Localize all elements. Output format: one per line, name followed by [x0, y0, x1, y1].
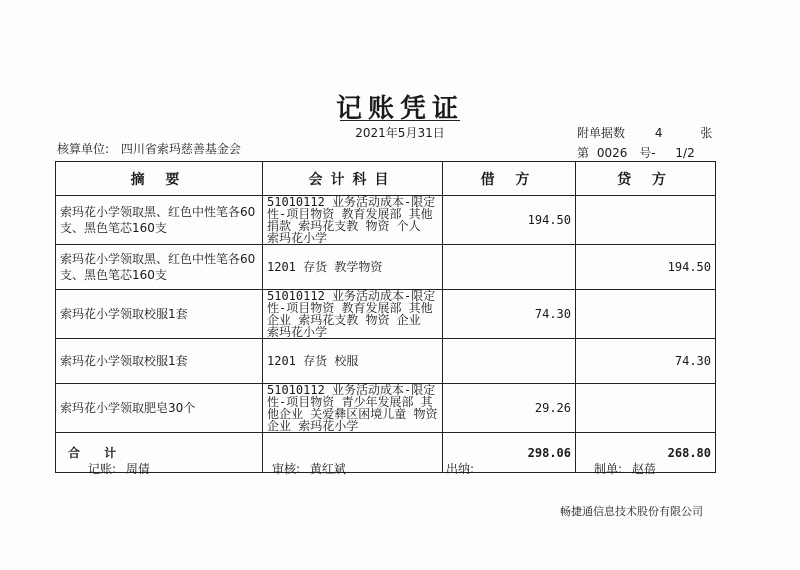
voucher-number	[577, 144, 695, 161]
row-subject: 1201 存货 教学物资	[263, 245, 443, 290]
table-row	[56, 339, 716, 384]
bookkeeper-label: 记账:	[88, 462, 117, 476]
header-subject: 会计科目	[263, 162, 443, 196]
voucher-table	[55, 161, 716, 473]
row-debit: 29.26	[443, 384, 576, 433]
row-subject: 51010112 业务活动成本-限定性-项目物资 教育发展部 其他捐款 索玛花支教 物资 个人 索玛花小学	[263, 196, 443, 245]
table-row	[56, 384, 716, 433]
header-credit: 贷 方	[576, 162, 716, 196]
row-debit: 74.30	[443, 290, 576, 339]
number-value: 0026	[596, 146, 628, 160]
company-name: 畅捷通信息技术股份有限公司	[560, 505, 703, 518]
header-summary: 摘 要	[56, 162, 263, 196]
total-debit: 298.06	[443, 433, 576, 473]
attachments-count: 4	[654, 126, 663, 140]
row-credit	[576, 290, 716, 339]
voucher-date: 2021年5月31日	[355, 126, 445, 140]
row-subject: 1201 存货 校服	[263, 339, 443, 384]
total-label: 合 计	[56, 433, 263, 473]
row-debit: 194.50	[443, 196, 576, 245]
row-debit	[443, 245, 576, 290]
row-summary: 索玛花小学领取校服1套	[56, 290, 263, 339]
voucher-title: 记账凭证	[335, 94, 464, 124]
row-credit: 74.30	[576, 339, 716, 384]
attachments-unit: 张	[700, 126, 713, 140]
row-summary: 索玛花小学领取校服1套	[56, 339, 263, 384]
row-subject: 51010112 业务活动成本-限定性-项目物资 青少年发展部 其他企业 关爱彝区困境儿童 物资 企业 索玛花小学	[263, 384, 443, 433]
bookkeeper-signature	[88, 460, 150, 477]
attachments-info	[577, 124, 712, 141]
reviewer-name: 黄红斌	[309, 462, 346, 476]
unit-name: 四川省索玛慈善基金会	[120, 142, 241, 156]
row-subject: 51010112 业务活动成本-限定性-项目物资 教育发展部 其他企业 索玛花支教 物资 企业 索玛花小学	[263, 290, 443, 339]
attachments-label: 附单据数	[577, 126, 626, 140]
total-credit: 268.80	[576, 433, 716, 473]
row-credit	[576, 196, 716, 245]
maker-signature	[594, 460, 656, 477]
row-credit	[576, 384, 716, 433]
reviewer-signature	[272, 460, 346, 477]
row-summary: 索玛花小学领取肥皂30个	[56, 384, 263, 433]
row-summary: 索玛花小学领取黑、红色中性笔各60支、黑色笔芯160支	[56, 196, 263, 245]
table-row	[56, 245, 716, 290]
maker-label: 制单:	[594, 462, 623, 476]
page-indicator: 1/2	[675, 146, 695, 160]
number-suffix: 号-	[639, 146, 656, 160]
table-row	[56, 196, 716, 245]
row-summary: 索玛花小学领取黑、红色中性笔各60支、黑色笔芯160支	[56, 245, 263, 290]
table-header-row	[56, 162, 716, 196]
table-row	[56, 290, 716, 339]
accounting-unit	[57, 140, 241, 157]
row-debit	[443, 339, 576, 384]
header-debit: 借 方	[443, 162, 576, 196]
unit-label: 核算单位:	[57, 142, 110, 156]
title-underline	[340, 120, 460, 121]
number-prefix: 第	[577, 146, 590, 160]
row-credit: 194.50	[576, 245, 716, 290]
reviewer-label: 审核:	[272, 462, 301, 476]
cashier-label: 出纳:	[446, 462, 475, 476]
maker-name: 赵蓓	[631, 462, 656, 476]
cashier-signature	[446, 460, 480, 477]
bookkeeper-name: 周倩	[125, 462, 150, 476]
